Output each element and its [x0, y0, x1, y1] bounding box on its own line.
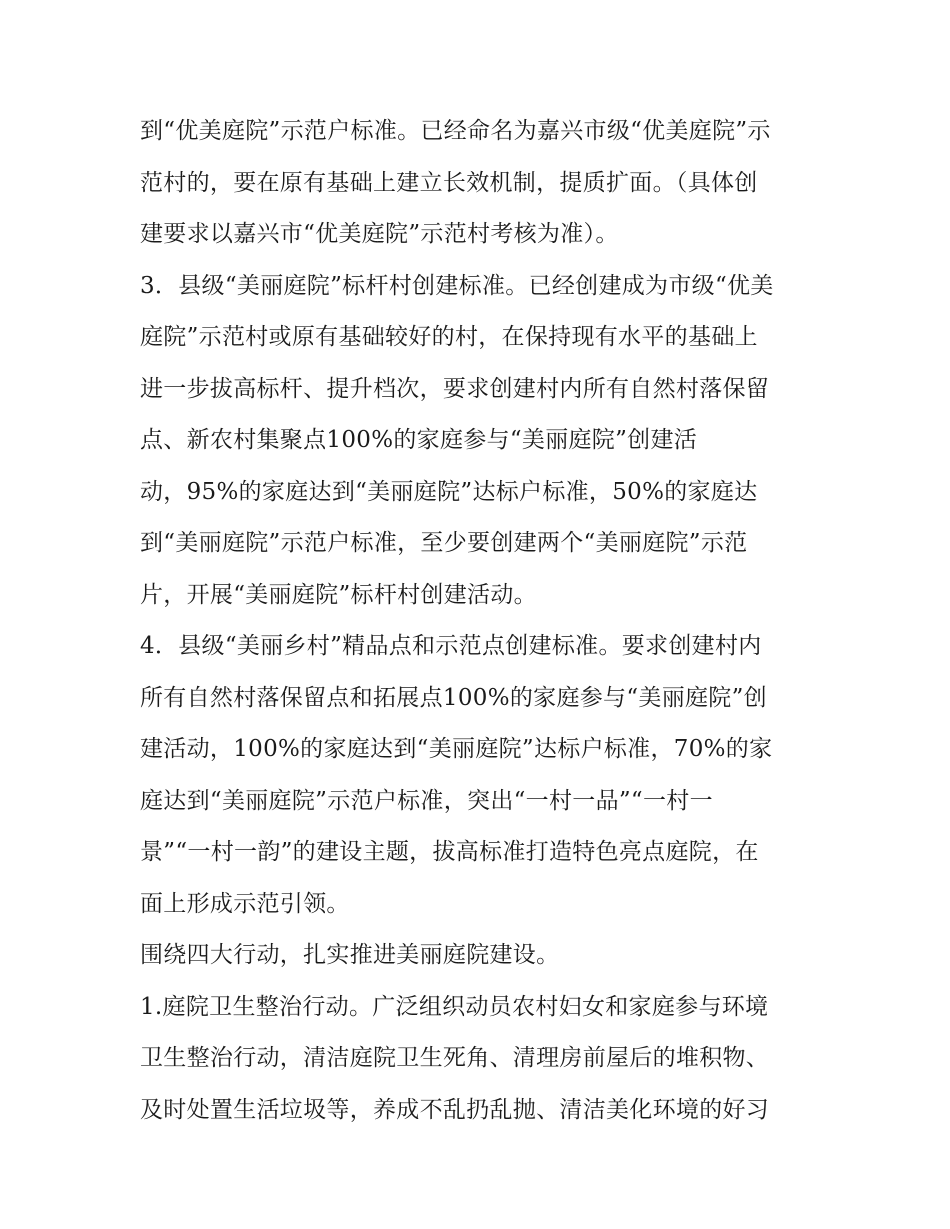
text-line: 围绕四大行动，扎实推进美丽庭院建设。 — [140, 942, 560, 968]
text-line: 3．县级“美丽庭院”标杆村创建标准。已经创建成为市级“优美 — [140, 272, 774, 299]
text-line: 片，开展“美丽庭院”标杆村创建活动。 — [140, 581, 537, 608]
text-line: 到“优美庭院”示范户标准。已经命名为嘉兴市级“优美庭院”示 — [140, 118, 771, 144]
text-line: 卫生整治行动，清洁庭院卫生死角、清理房前屋后的堆积物、 — [140, 1045, 770, 1071]
text-line: 进一步拔高标杆、提升档次，要求创建村内所有自然村落保留 — [140, 375, 770, 402]
text-line: 范村的，要在原有基础上建立长效机制，提质扩面。（具体创 — [140, 169, 758, 196]
text-line: 点、新农村集聚点100%的家庭参与“美丽庭院”创建活 — [140, 427, 698, 453]
text-line: 及时处置生活垃圾等，养成不乱扔乱抛、清洁美化环境的好习 — [140, 1096, 770, 1123]
text-line: 建活动，100%的家庭达到“美丽庭院”达标户标准，70%的家 — [140, 736, 773, 762]
text-line: 建要求以嘉兴市“优美庭院”示范村考核为准）。 — [140, 221, 619, 247]
text-line: 景”“一村一韵”的建设主题，拔高标准打造特色亮点庭院，在 — [140, 839, 759, 865]
text-line: 面上形成示范引领。 — [140, 890, 350, 917]
text-line: 1.庭院卫生整治行动。广泛组织动员农村妇女和家庭参与环境 — [140, 993, 769, 1020]
text-line: 所有自然村落保留点和拓展点100%的家庭参与“美丽庭院”创 — [140, 684, 767, 711]
text-line: 庭达到“美丽庭院”示范户标准，突出“一村一品”“一村一 — [140, 787, 713, 814]
document-body — [140, 109, 820, 1139]
text-line: 庭院”示范村或原有基础较好的村，在保持现有水平的基础上 — [140, 324, 758, 350]
text-line: 到“美丽庭院”示范户标准，至少要创建两个“美丽庭院”示范 — [140, 530, 748, 556]
text-line: 4．县级“美丽乡村”精品点和示范点创建标准。要求创建村内 — [140, 633, 762, 659]
text-line: 动，95%的家庭达到“美丽庭院”达标户标准，50%的家庭达 — [140, 478, 758, 505]
